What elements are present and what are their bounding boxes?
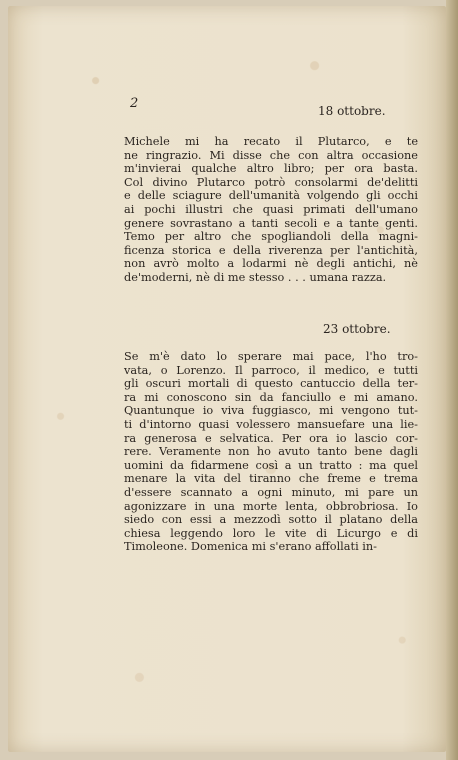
text-line: Timoleone. Domenica mi s'erano affollati in-	[124, 540, 377, 554]
text-line: rere. Veramente non ho avuto tanto bene dagli	[124, 445, 418, 459]
text-line: ficenza storica e della riverenza per l'antichità,	[124, 243, 418, 257]
text-line: ne ringrazio. Mi disse che con altra occasione	[124, 148, 418, 162]
text-line: Col divino Plutarco potrò consolarmi de'delitti	[124, 175, 418, 189]
text-line: ra mi conoscono sin da fanciullo e mi amano.	[124, 390, 418, 404]
text-line: vata, o Lorenzo. Il parroco, il medico, e tutti	[124, 363, 418, 377]
entry-text-1	[124, 135, 418, 285]
text-line: e delle sciagure dell'umanità volgendo gli occhi	[124, 189, 418, 203]
text-line: agonizzare in una morte lenta, obbrobriosa. Io	[124, 499, 418, 513]
entry-date-1: 18 ottobre.	[318, 104, 386, 118]
text-line: ai pochi illustri che quasi primati dell'umano	[124, 202, 418, 216]
text-line: de'moderni, nè di me stesso . . . umana razza.	[124, 270, 387, 284]
text-line: m'invierai qualche altro libro; per ora basta.	[124, 162, 418, 176]
text-line: chiesa leggendo loro le vite di Licurgo e di	[124, 526, 418, 540]
text-line: Temo per altro che spogliandoli della magni-	[124, 230, 418, 244]
text-line: Quantunque io viva fuggiasco, mi vengono tut-	[124, 404, 418, 418]
page-number: 2	[130, 96, 139, 111]
page-edge	[446, 0, 458, 760]
text-line: ti d'intorno quasi volessero mansuefare una lie-	[124, 417, 418, 431]
text-line: gli oscuri mortali di questo cantuccio della ter-	[124, 377, 418, 391]
text-line: uomini da fidarmene così a un tratto : ma quel	[124, 458, 418, 472]
text-line: genere sovrastano a tanti secoli e a tante genti.	[124, 216, 418, 230]
text-line: siedo con essi a mezzodì sotto il platano della	[124, 513, 418, 527]
text-line: ra generosa e selvatica. Per ora io lascio cor-	[124, 431, 418, 445]
text-line: non avrò molto a lodarmi nè degli antichi, nè	[124, 257, 418, 271]
text-line: d'essere scannato a ogni minuto, mi pare un	[124, 485, 418, 499]
text-line: menare la vita del tiranno che freme e trema	[124, 472, 418, 486]
entry-text-2	[124, 350, 418, 554]
text-line: Michele mi ha recato il Plutarco, e te	[124, 135, 418, 148]
entry-date-2: 23 ottobre.	[323, 322, 391, 336]
text-line: Se m'è dato lo sperare mai pace, l'ho tro-	[124, 350, 418, 363]
